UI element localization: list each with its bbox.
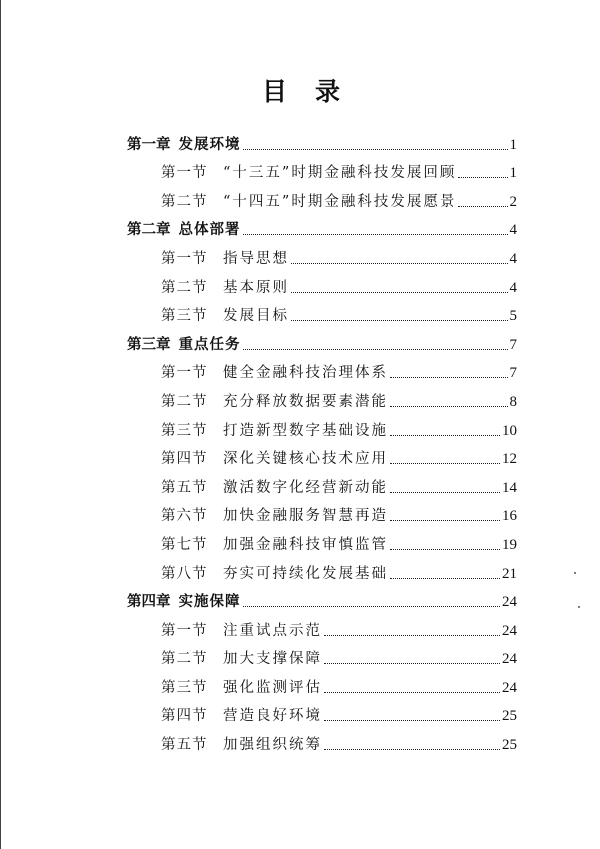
dot-leader <box>390 520 500 521</box>
section-title: 打造新型数字基础设施 <box>223 422 388 439</box>
toc-section-entry <box>127 697 517 726</box>
section-title: 健全金融科技治理体系 <box>223 365 388 382</box>
section-number: 第四节 <box>161 708 208 725</box>
section-number: 第二节 <box>161 279 208 296</box>
page-number: 7 <box>509 336 517 353</box>
page-number: 21 <box>502 565 517 582</box>
scan-speck <box>578 606 580 608</box>
page-number: 1 <box>509 165 517 182</box>
chapter-title: 发展环境 <box>178 136 241 153</box>
toc-section-entry <box>127 440 517 469</box>
dot-leader <box>458 206 507 207</box>
page-number: 24 <box>502 651 517 668</box>
page-number: 25 <box>502 737 517 754</box>
section-number: 第二节 <box>161 393 208 410</box>
dot-leader <box>324 663 500 664</box>
dot-leader <box>458 177 507 178</box>
section-number: 第二节 <box>161 651 208 668</box>
chapter-number: 第四章 <box>127 594 171 611</box>
chapter-title: 总体部署 <box>178 222 241 239</box>
dot-leader <box>243 234 508 235</box>
page-number: 12 <box>502 451 517 468</box>
toc-section-entry <box>127 611 517 640</box>
toc-section-entry <box>127 640 517 669</box>
dot-leader <box>324 749 500 750</box>
toc-chapter-entry <box>127 211 517 240</box>
toc-section-entry <box>127 497 517 526</box>
section-number: 第七节 <box>161 536 208 553</box>
toc-section-entry <box>127 268 517 297</box>
toc-chapter-entry <box>127 125 517 154</box>
toc-section-entry <box>127 297 517 326</box>
dot-leader <box>324 635 500 636</box>
toc-section-entry <box>127 468 517 497</box>
dot-leader <box>390 492 500 493</box>
dot-leader <box>291 263 508 264</box>
chapter-number: 第三章 <box>127 336 171 353</box>
section-title: “十三五”时期金融科技发展回顾 <box>223 165 457 182</box>
page-title: 目录 <box>261 77 368 106</box>
chapter-title: 重点任务 <box>178 336 241 353</box>
section-number: 第一节 <box>161 165 208 182</box>
toc-section-entry <box>127 182 517 211</box>
section-number: 第四节 <box>161 451 208 468</box>
dot-leader <box>390 406 508 407</box>
page-number: 5 <box>509 308 517 325</box>
toc-section-entry <box>127 554 517 583</box>
page-number: 2 <box>509 193 517 210</box>
table-of-contents <box>127 125 517 754</box>
dot-leader <box>390 377 508 378</box>
page-number: 25 <box>502 708 517 725</box>
chapter-number: 第二章 <box>127 222 171 239</box>
section-number: 第六节 <box>161 508 208 525</box>
page-number: 4 <box>509 222 517 239</box>
page-number: 24 <box>502 594 517 611</box>
dot-leader <box>390 549 500 550</box>
section-number: 第五节 <box>161 479 208 496</box>
page-number: 10 <box>502 422 517 439</box>
section-title: 强化监测评估 <box>223 679 322 696</box>
section-title: “十四五”时期金融科技发展愿景 <box>223 193 457 210</box>
section-title: 充分释放数据要素潜能 <box>223 393 388 410</box>
section-number: 第五节 <box>161 737 208 754</box>
scan-speck <box>574 572 576 574</box>
page-number: 19 <box>502 536 517 553</box>
section-title: 加强金融科技审慎监管 <box>223 536 388 553</box>
dot-leader <box>243 349 508 350</box>
toc-section-entry <box>127 725 517 754</box>
page-number: 24 <box>502 679 517 696</box>
page-number: 1 <box>509 136 517 153</box>
section-title: 加快金融服务智慧再造 <box>223 508 388 525</box>
toc-section-entry <box>127 411 517 440</box>
dot-leader <box>324 692 500 693</box>
chapter-number: 第一章 <box>127 136 171 153</box>
section-number: 第三节 <box>161 422 208 439</box>
dot-leader <box>291 320 508 321</box>
page-number: 4 <box>509 250 517 267</box>
page-number: 7 <box>509 365 517 382</box>
toc-section-entry <box>127 239 517 268</box>
toc-section-entry <box>127 668 517 697</box>
section-title: 夯实可持续化发展基础 <box>223 565 388 582</box>
dot-leader <box>390 463 500 464</box>
dot-leader <box>390 578 500 579</box>
section-title: 基本原则 <box>223 279 289 296</box>
section-number: 第一节 <box>161 365 208 382</box>
section-title: 激活数字化经营新动能 <box>223 479 388 496</box>
section-title: 指导思想 <box>223 250 289 267</box>
section-number: 第一节 <box>161 250 208 267</box>
toc-section-entry <box>127 354 517 383</box>
dot-leader <box>243 149 508 150</box>
page-number: 16 <box>502 508 517 525</box>
section-title: 深化关键核心技术应用 <box>223 451 388 468</box>
section-number: 第一节 <box>161 622 208 639</box>
dot-leader <box>324 720 500 721</box>
dot-leader <box>390 435 500 436</box>
toc-section-entry <box>127 154 517 183</box>
section-title: 注重试点示范 <box>223 622 322 639</box>
section-title: 加大支撑保障 <box>223 651 322 668</box>
toc-chapter-entry <box>127 325 517 354</box>
page-number: 8 <box>509 393 517 410</box>
dot-leader <box>291 292 508 293</box>
section-number: 第三节 <box>161 308 208 325</box>
dot-leader <box>243 606 501 607</box>
section-number: 第八节 <box>161 565 208 582</box>
section-number: 第三节 <box>161 679 208 696</box>
section-title: 加强组织统筹 <box>223 737 322 754</box>
toc-section-entry <box>127 525 517 554</box>
chapter-title: 实施保障 <box>178 594 241 611</box>
page-number: 14 <box>502 479 517 496</box>
page-number: 24 <box>502 622 517 639</box>
toc-chapter-entry <box>127 583 517 612</box>
section-title: 发展目标 <box>223 308 289 325</box>
page-number: 4 <box>509 279 517 296</box>
section-title: 营造良好环境 <box>223 708 322 725</box>
section-number: 第二节 <box>161 193 208 210</box>
toc-section-entry <box>127 382 517 411</box>
